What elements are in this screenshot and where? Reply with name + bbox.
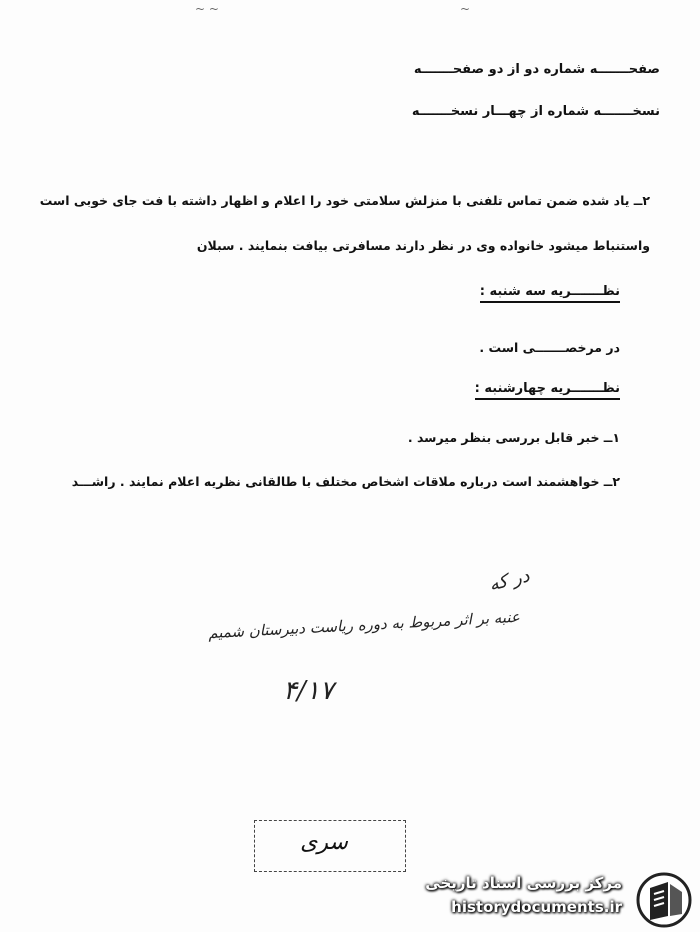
- wednesday-item-1: ۱ــ خبر قابل بررسی بنظر میرسد .: [407, 430, 620, 445]
- copy-number-line: نسخـــــــه شماره از چهـــار نسخـــــــه: [411, 104, 660, 119]
- page-number-line: صفحـــــــه شماره دو از دو صفحـــــــه: [413, 62, 660, 77]
- wednesday-heading: [475, 381, 620, 396]
- wednesday-heading-text: نظـــــــریه چهارشنبه :: [475, 381, 620, 400]
- tuesday-heading: [480, 284, 620, 299]
- tuesday-text: در مرخصـــــــی است .: [479, 340, 620, 355]
- wednesday-item-2: ۲ــ خواهشمند است درباره ملاقات اشخاص مختلف با طالقانی نظریه اعلام نمایند . راشـــد: [71, 474, 620, 489]
- classification-stamp: سری: [300, 830, 348, 855]
- archive-logo-icon: [636, 872, 692, 928]
- handwritten-signature: در که: [487, 565, 532, 596]
- watermark-url: historydocuments.ir: [451, 898, 622, 916]
- handwritten-number: ۴/۱۷: [283, 676, 334, 706]
- faint-scribble-right: ~: [460, 2, 471, 16]
- paragraph-2-line-1: ۲ــ یاد شده ضمن تماس تلفنی با منزلش سلامتی خود را اعلام و اظهار داشته با فت جای خوبی است: [39, 193, 650, 208]
- paragraph-2-line-2: واستنباط میشود خانواده وی در نظر دارند مسافرتی بیافت بنمایند . سبلان: [196, 238, 650, 253]
- tuesday-heading-text: نظـــــــریه سه شنبه :: [480, 284, 620, 303]
- archive-watermark: [420, 868, 700, 932]
- watermark-title: مرکز بررسی اسناد تاریخی: [425, 874, 622, 892]
- faint-scribble-left: ~ ~: [195, 2, 219, 16]
- handwritten-note: عنبه بر اثر مربوط به دوره ریاست دبیرستان شمیم: [207, 607, 521, 643]
